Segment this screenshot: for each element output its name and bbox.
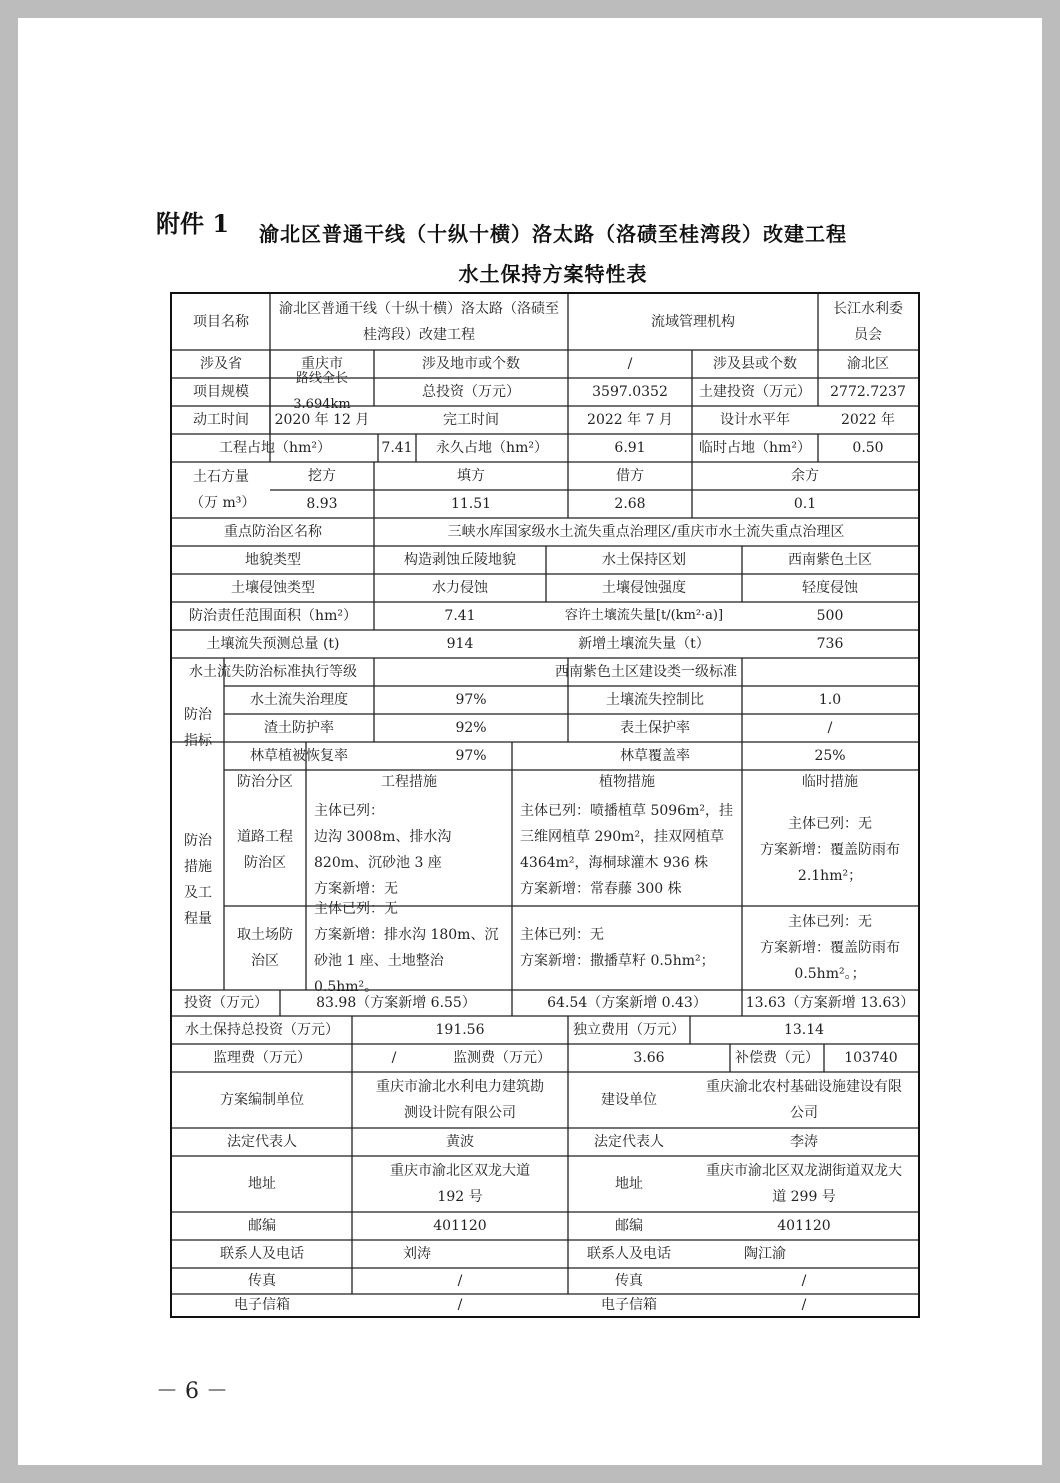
cell-label: 重点防治区名称 <box>224 524 322 540</box>
cell-value: 191.56 <box>435 1022 485 1038</box>
document-subtitle: 水土保持方案特性表 <box>458 262 648 286</box>
column-header: 植物措施 <box>599 774 655 790</box>
cell-value: 路线全长 3.694km <box>293 371 351 412</box>
road-temporary-measures: 主体已列：无 方案新增：覆盖防雨布 2.1hm²； <box>760 816 900 884</box>
cell-label: 涉及地市或个数 <box>422 356 520 372</box>
basin-agency: 长江水利委员会 <box>833 301 903 343</box>
cell-label: 挖方 <box>308 468 336 484</box>
cell-label: 补偿费（元） <box>735 1050 819 1066</box>
cell-label: 项目名称 <box>193 314 249 330</box>
cell-label: 借方 <box>616 468 644 484</box>
cell-value: 0.50 <box>852 440 884 456</box>
cell-value: 2.68 <box>614 496 646 512</box>
cell-label: 完工时间 <box>443 412 499 428</box>
cell-label: 涉及县或个数 <box>713 356 797 372</box>
cell-label: 防治责任范围面积（hm²） <box>189 608 357 624</box>
cell-value: 2022 年 <box>840 412 896 428</box>
cell-value: 渝北区 <box>847 356 889 372</box>
cell-value: 构造剥蚀丘陵地貌 <box>404 552 516 568</box>
cell-value: / <box>801 1297 807 1313</box>
cell-label: 土石方量（万 m³） <box>190 469 256 511</box>
cell-label: 建设单位 <box>601 1092 657 1108</box>
cell-value: 25% <box>814 748 846 764</box>
cell-value: / <box>627 356 633 372</box>
builder-unit: 重庆渝北农村基础设施建设有限公司 <box>706 1079 902 1121</box>
column-header: 防治分区 <box>237 774 293 790</box>
cell-label: 水土保持总投资（万元） <box>185 1022 339 1038</box>
cell-value: 6.91 <box>614 440 646 456</box>
cell-value: 水力侵蚀 <box>432 580 488 596</box>
cell-label: 流域管理机构 <box>651 314 735 330</box>
cell-value: 736 <box>816 636 844 652</box>
cell-label: 工程占地（hm²） <box>219 440 331 456</box>
cell-label: 余方 <box>791 468 819 484</box>
cell-value: 7.41 <box>381 440 413 456</box>
cell-label: 法定代表人 <box>227 1134 297 1150</box>
cell-value: 李涛 <box>790 1134 818 1150</box>
characteristics-table <box>170 292 920 1318</box>
cell-label: 渣土防护率 <box>264 720 334 736</box>
cell-value: 401120 <box>433 1218 487 1234</box>
project-name: 渝北区普通干线（十纵十横）洛太路（洛碛至桂湾段）改建工程 <box>279 301 559 343</box>
cell-label: 邮编 <box>615 1218 643 1234</box>
zone-name: 取土场防治区 <box>237 927 293 969</box>
cell-label: 联系人及电话 <box>220 1246 304 1262</box>
cell-label: 土壤侵蚀类型 <box>231 580 315 596</box>
cell-value: 西南紫色土区建设类一级标准 <box>555 664 737 680</box>
cell-value: 重庆市 <box>301 356 343 372</box>
cell-label: 土壤流失控制比 <box>606 692 704 708</box>
cell-label: 林草覆盖率 <box>620 748 690 764</box>
cell-label: 总投资（万元） <box>422 384 520 400</box>
cell-value: / <box>457 1297 463 1313</box>
cell-label: 联系人及电话 <box>587 1246 671 1262</box>
cell-value: 97% <box>455 748 487 764</box>
cell-value: 陶江渝 <box>744 1246 786 1262</box>
cell-label: 地址 <box>615 1176 643 1192</box>
cell-label: 土壤流失预测总量 (t) <box>206 636 340 652</box>
cell-label: 涉及省 <box>200 356 242 372</box>
cell-label: 新增土壤流失量（t） <box>578 636 710 652</box>
cell-label: 监测费（万元） <box>453 1050 551 1066</box>
cell-label: 独立费用（万元） <box>573 1022 685 1038</box>
cell-value: 西南紫色土区 <box>788 552 872 568</box>
cell-value: 92% <box>455 720 487 736</box>
cell-value: / <box>801 1273 807 1289</box>
cell-label: 设计水平年 <box>720 412 790 428</box>
column-header: 工程措施 <box>381 774 437 790</box>
cell-label: 方案编制单位 <box>220 1092 304 1108</box>
cell-label: 传真 <box>248 1273 276 1289</box>
cell-label: 动工时间 <box>193 412 249 428</box>
cell-label: 土壤侵蚀强度 <box>602 580 686 596</box>
cell-value: 0.1 <box>793 496 817 512</box>
page-number: － 6 － <box>156 1379 228 1404</box>
cell-value: 轻度侵蚀 <box>802 580 858 596</box>
cell-label: 防治指标 <box>184 707 212 749</box>
cell-label: 表土保护率 <box>620 720 690 736</box>
document-page <box>18 18 1042 1465</box>
cell-value: 83.98（方案新增 6.55） <box>316 995 476 1011</box>
cell-value: 103740 <box>844 1050 898 1066</box>
column-header: 临时措施 <box>802 774 858 790</box>
cell-label: 邮编 <box>248 1218 276 1234</box>
cell-label: 永久占地（hm²） <box>436 440 548 456</box>
cell-label: 传真 <box>615 1273 643 1289</box>
cell-value: 13.14 <box>783 1022 825 1038</box>
cell-value: 7.41 <box>444 608 476 624</box>
cell-label: 林草植被恢复率 <box>250 748 348 764</box>
cell-label: 水土流失治理度 <box>250 692 348 708</box>
builder-address: 重庆市渝北区双龙湖街道双龙大道 299 号 <box>706 1163 902 1205</box>
cell-value: 2772.7237 <box>830 384 906 400</box>
cell-label: 土建投资（万元） <box>699 384 811 400</box>
cell-label: 电子信箱 <box>234 1297 290 1313</box>
cell-label: 电子信箱 <box>601 1297 657 1313</box>
cell-label: 法定代表人 <box>594 1134 664 1150</box>
cell-value: 3.66 <box>633 1050 665 1066</box>
cell-label: 水土流失防治标准执行等级 <box>189 664 357 680</box>
zone-name: 道路工程防治区 <box>237 829 293 871</box>
cell-value: 13.63（方案新增 13.63） <box>745 995 915 1011</box>
road-engineering-measures: 主体已列： 边沟 3008m、排水沟 820m、沉砂池 3 座 方案新增：无 <box>314 803 452 897</box>
cell-value: 97% <box>455 692 487 708</box>
cell-value: / <box>827 720 833 736</box>
cell-value: 11.51 <box>450 496 492 512</box>
cell-value: 1.0 <box>818 692 842 708</box>
cell-value: / <box>457 1273 463 1289</box>
cell-label: 容许土壤流失量[t/(km²·a)] <box>564 608 724 623</box>
cell-label: 监理费（万元） <box>213 1050 311 1066</box>
cell-value: 三峡水库国家级水土流失重点治理区/重庆市水土流失重点治理区 <box>447 524 845 540</box>
cell-label: 水土保持区划 <box>602 552 686 568</box>
cell-value: / <box>391 1050 397 1066</box>
cell-value: 3597.0352 <box>592 384 668 400</box>
cell-value: 500 <box>816 608 844 624</box>
compiler-address: 重庆市渝北区双龙大道 192 号 <box>390 1163 530 1205</box>
cell-value: 401120 <box>777 1218 831 1234</box>
cell-value: 黄波 <box>446 1134 474 1150</box>
cell-label: 地址 <box>248 1176 276 1192</box>
cell-value: 刘涛 <box>403 1246 431 1262</box>
cell-value: 8.93 <box>306 496 338 512</box>
cell-label: 地貌类型 <box>245 552 301 568</box>
cell-label: 填方 <box>457 468 485 484</box>
attachment-label: 附件 1 <box>156 209 230 238</box>
cell-label: 防治措施及工程量 <box>184 833 212 927</box>
cell-label: 临时占地（hm²） <box>699 440 811 456</box>
document-title: 渝北区普通干线（十纵十横）洛太路（洛碛至桂湾段）改建工程 <box>259 222 847 246</box>
cell-value: 914 <box>446 636 474 652</box>
cell-value: 2022 年 7 月 <box>587 412 673 428</box>
road-vegetation-measures: 主体已列：喷播植草 5096m²，挂三维网植草 290m²，挂双网植草 4364m²，海桐球灌木 936 株 方案新增：常春藤 300 株 <box>520 803 733 897</box>
borrow-vegetation-measures: 主体已列：无 方案新增：撒播草籽 0.5hm²； <box>520 927 715 969</box>
cell-label: 投资（万元） <box>184 995 268 1011</box>
cell-value: 64.54（方案新增 0.43） <box>547 995 707 1011</box>
cell-value: 2020 年 12 月 <box>274 412 370 428</box>
borrow-temporary-measures: 主体已列：无 方案新增：覆盖防雨布 0.5hm²。； <box>760 914 900 982</box>
cell-label: 项目规模 <box>193 384 249 400</box>
borrow-engineering-measures: 主体已列：无 方案新增：排水沟 180m、沉砂池 1 座、土地整治 0.5hm²。 <box>314 901 499 995</box>
compiler-unit: 重庆市渝北水利电力建筑勘测设计院有限公司 <box>376 1079 544 1121</box>
